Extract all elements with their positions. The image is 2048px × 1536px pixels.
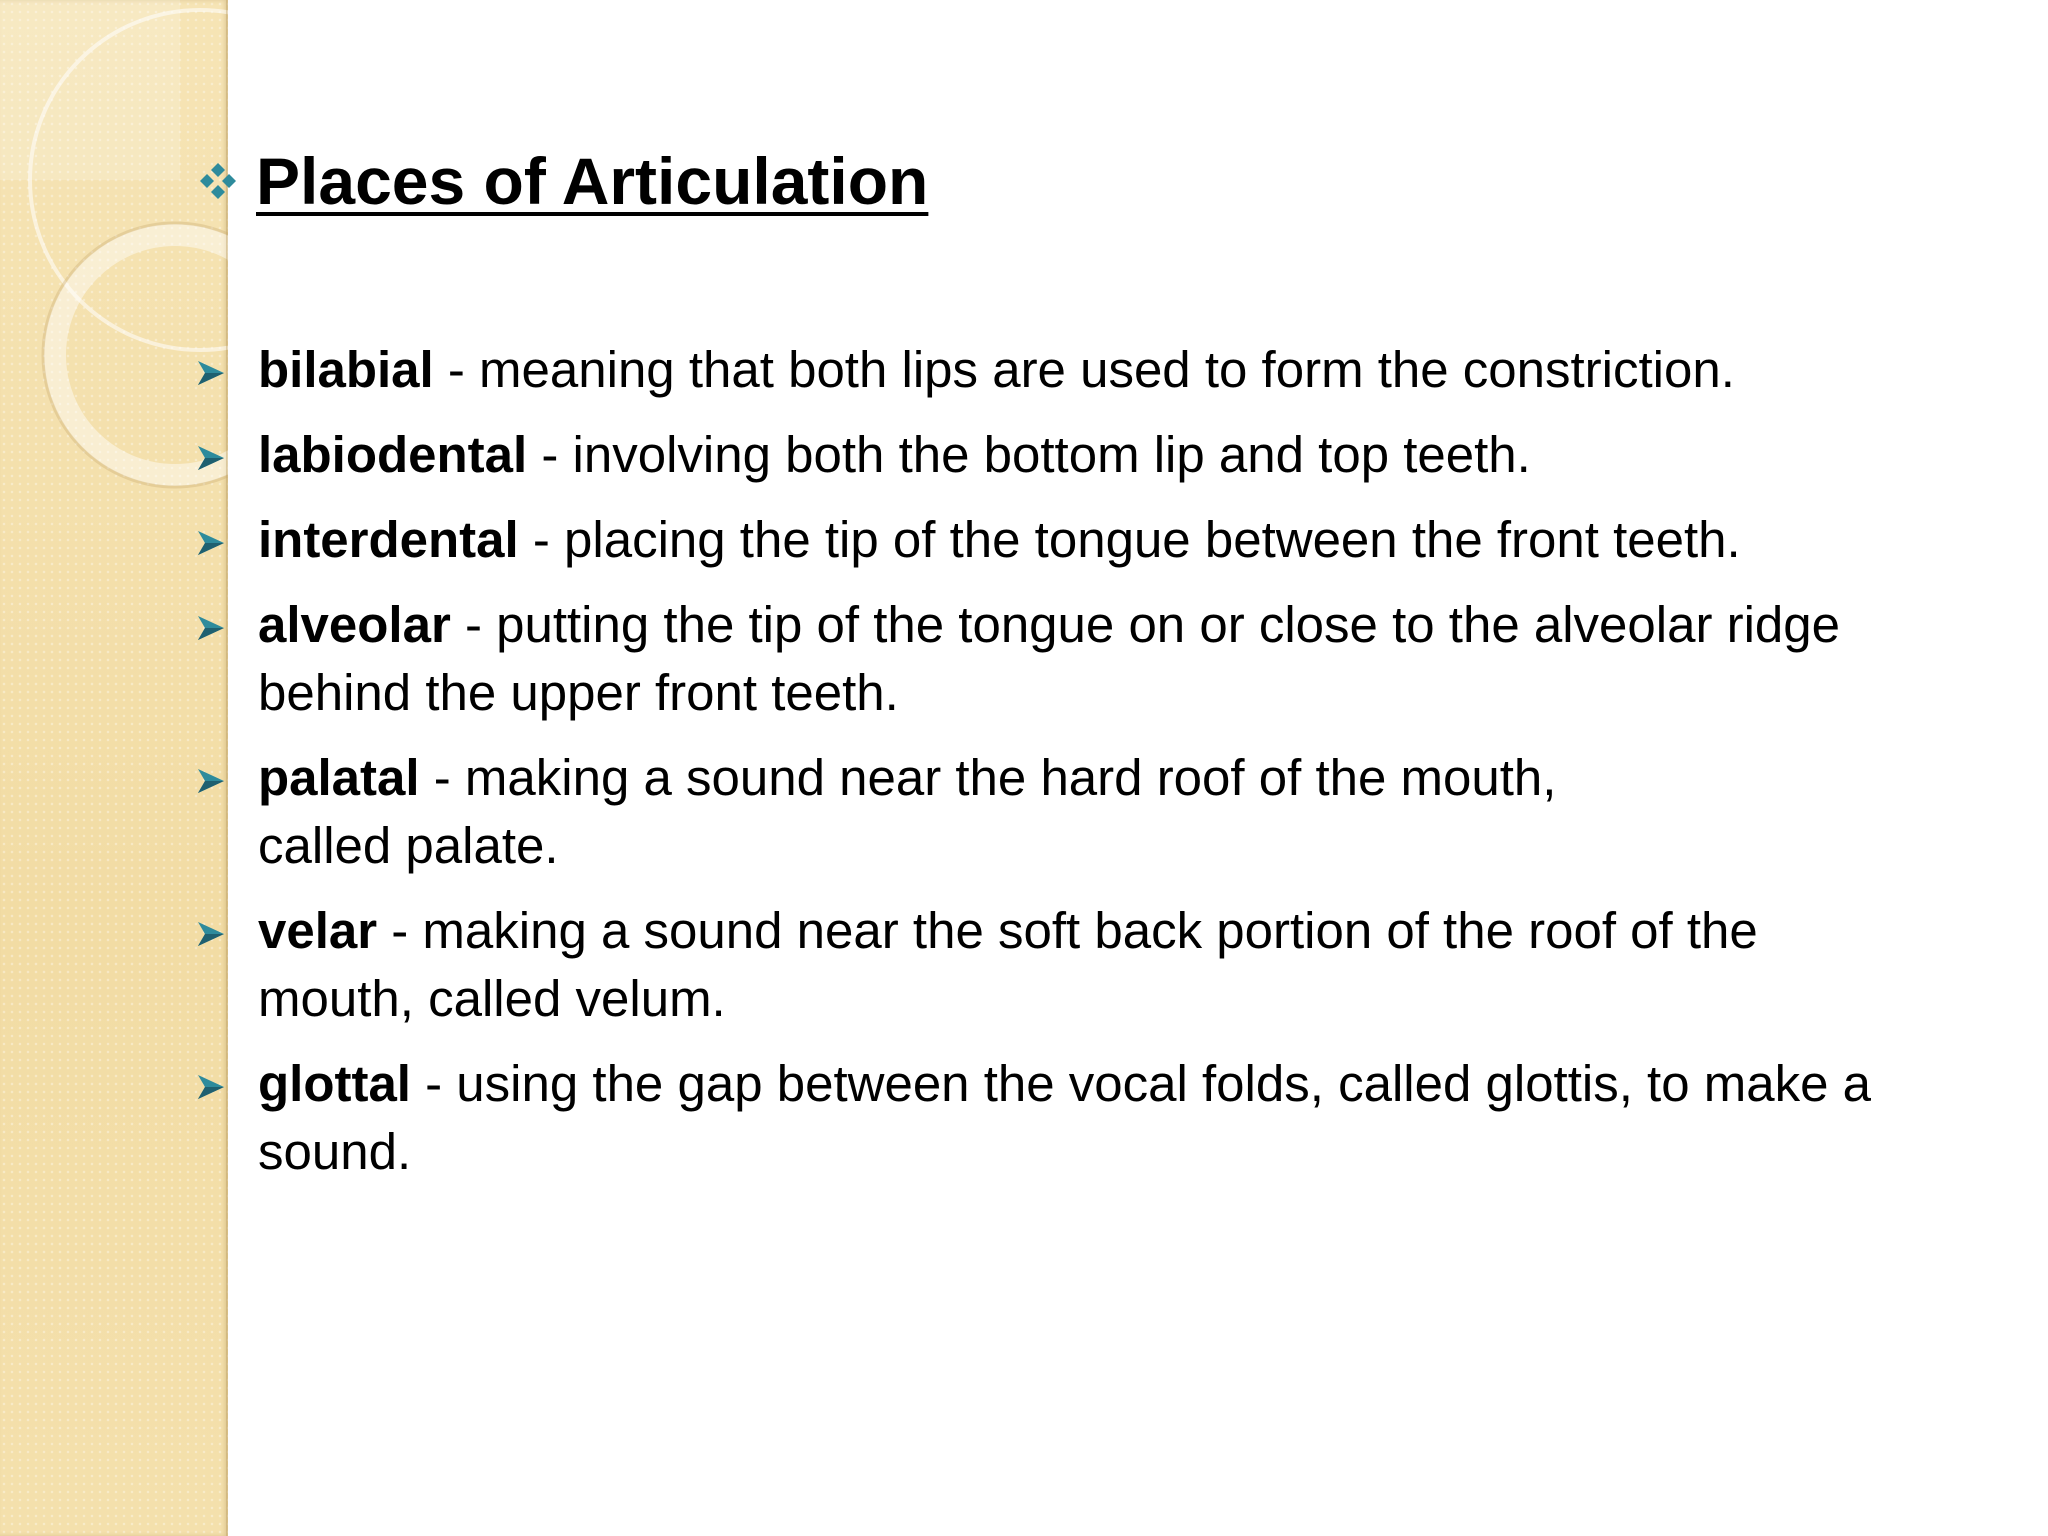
list-item-velar xyxy=(196,897,1898,1033)
item-term: labiodental xyxy=(258,426,528,483)
list-item-alveolar xyxy=(196,591,1956,727)
item-term: interdental xyxy=(258,511,519,568)
decorative-rings xyxy=(0,0,228,560)
item-term: glottal xyxy=(258,1055,411,1112)
arrowhead-bullet-icon xyxy=(196,766,226,796)
item-description: - putting the tip of the tongue on or close to the alveolar ridge behind the upper front teeth. xyxy=(258,596,1841,721)
arrowhead-bullet-icon xyxy=(196,528,226,558)
list-item-labiodental xyxy=(196,421,1956,489)
item-term: palatal xyxy=(258,749,420,806)
slide-title-row xyxy=(196,144,929,218)
item-description: - making a sound near the soft back portion of the roof of the mouth, called velum. xyxy=(258,902,1758,1027)
item-description: - making a sound near the hard roof of the mouth, called palate. xyxy=(258,749,1557,874)
list-item-glottal xyxy=(196,1050,1918,1186)
item-term: bilabial xyxy=(258,341,434,398)
item-description: - meaning that both lips are used to form the constriction. xyxy=(433,341,1735,398)
item-description: - involving both the bottom lip and top teeth. xyxy=(527,426,1531,483)
arrowhead-bullet-icon xyxy=(196,613,226,643)
item-description: - using the gap between the vocal folds, called glottis, to make a sound. xyxy=(258,1055,1872,1180)
four-diamond-bullet-icon xyxy=(196,159,240,203)
list-item-palatal xyxy=(196,744,1618,880)
arrowhead-bullet-icon xyxy=(196,443,226,473)
list-item-interdental xyxy=(196,506,1956,574)
arrowhead-bullet-icon xyxy=(196,358,226,388)
list-item-bilabial xyxy=(196,336,1956,404)
item-term: alveolar xyxy=(258,596,451,653)
item-term: velar xyxy=(258,902,378,959)
slide-title: Places of Articulation xyxy=(256,144,929,218)
articulation-list xyxy=(196,336,1956,1203)
arrowhead-bullet-icon xyxy=(196,1072,226,1102)
arrowhead-bullet-icon xyxy=(196,919,226,949)
item-description: - placing the tip of the tongue between the front teeth. xyxy=(518,511,1741,568)
decorative-side-panel xyxy=(0,0,228,1536)
